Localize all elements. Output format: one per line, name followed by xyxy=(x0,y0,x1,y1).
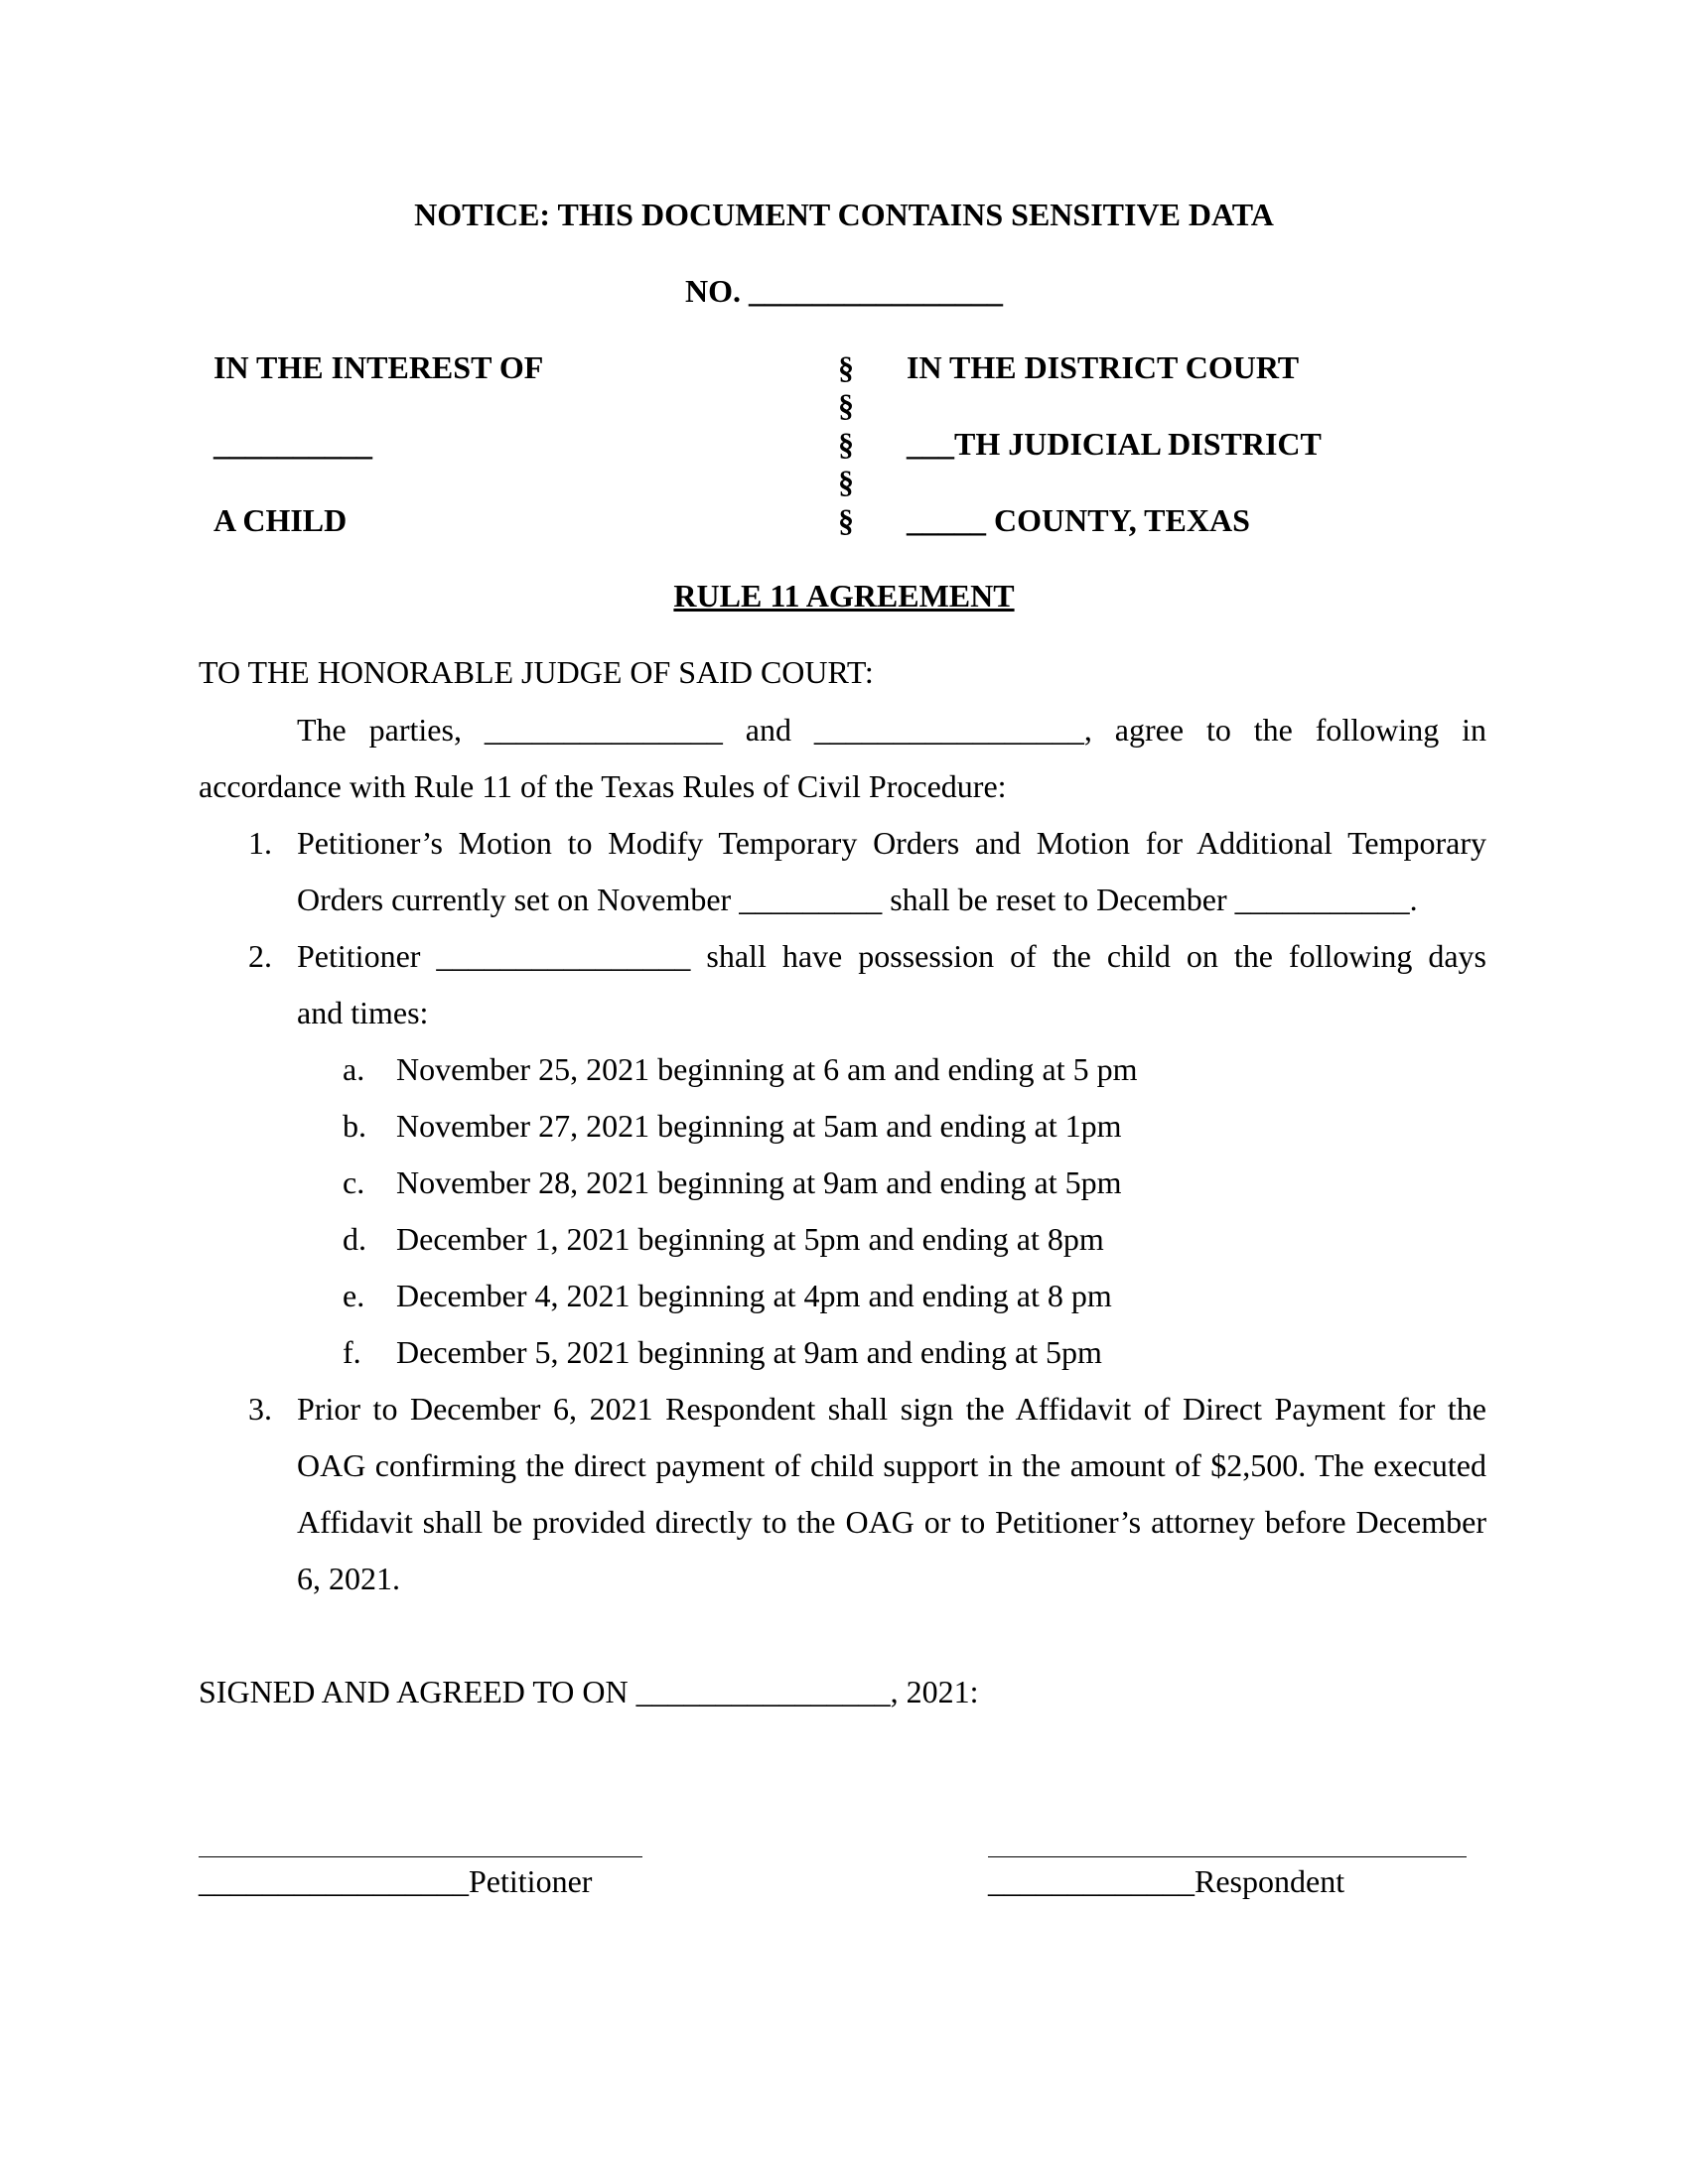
respondent-signature-line xyxy=(988,1856,1467,1857)
subitem-text: December 4, 2021 beginning at 4pm and ending at 8 pm xyxy=(396,1278,1112,1313)
item-1-line-1: Petitioner’s Motion to Modify Temporary Orders and Motion for Additional Temporary xyxy=(297,825,1486,861)
signed-agreed-line: SIGNED AND AGREED TO ON ________________, 2021: xyxy=(199,1674,979,1709)
intro-line-2: accordance with Rule 11 of the Texas Rules of Civil Procedure: xyxy=(199,768,1007,804)
item-3-line-3: Affidavit shall be provided directly to the OAG or to Petitioner’s attorney before December xyxy=(297,1504,1486,1540)
case-number: NO. ________________ xyxy=(685,273,1003,309)
subitem-text: November 28, 2021 beginning at 9am and ending at 5pm xyxy=(396,1164,1122,1200)
subitem-text: December 1, 2021 beginning at 5pm and ending at 8pm xyxy=(396,1221,1104,1257)
item-number: 2. xyxy=(248,938,272,974)
caption-interest-of: IN THE INTEREST OF xyxy=(213,349,544,385)
section-mark: § xyxy=(838,349,854,385)
caption-judicial-district: ___TH JUDICIAL DISTRICT xyxy=(907,426,1322,462)
subitem-text: November 25, 2021 beginning at 6 am and ending at 5 pm xyxy=(396,1051,1138,1087)
item-3-line-4: 6, 2021. xyxy=(297,1561,400,1596)
subitem-letter: a. xyxy=(343,1051,365,1087)
item-2-line-2: and times: xyxy=(297,995,429,1030)
item-3-line-1: Prior to December 6, 2021 Respondent shall sign the Affidavit of Direct Payment for the xyxy=(297,1391,1486,1427)
section-mark: § xyxy=(838,426,854,462)
respondent-label: _____________Respondent xyxy=(988,1863,1345,1899)
section-mark: § xyxy=(838,464,854,499)
intro-line-1: The parties, _______________ and _________________, agree to the following in xyxy=(297,712,1486,748)
subitem-letter: d. xyxy=(343,1221,366,1257)
petitioner-signature-line xyxy=(199,1856,642,1857)
caption-district-court: IN THE DISTRICT COURT xyxy=(907,349,1300,385)
caption-child-name-blank: __________ xyxy=(213,426,372,462)
caption-county: _____ COUNTY, TEXAS xyxy=(907,502,1250,538)
item-number: 3. xyxy=(248,1391,272,1427)
subitem-letter: e. xyxy=(343,1278,365,1313)
petitioner-label: _________________Petitioner xyxy=(199,1863,593,1899)
caption-a-child: A CHILD xyxy=(213,502,348,538)
subitem-text: December 5, 2021 beginning at 9am and ending at 5pm xyxy=(396,1334,1102,1370)
subitem-text: November 27, 2021 beginning at 5am and ending at 1pm xyxy=(396,1108,1122,1144)
sensitive-data-notice: NOTICE: THIS DOCUMENT CONTAINS SENSITIVE DATA xyxy=(414,197,1274,232)
salutation: TO THE HONORABLE JUDGE OF SAID COURT: xyxy=(199,654,874,690)
subitem-letter: b. xyxy=(343,1108,366,1144)
document-title: RULE 11 AGREEMENT xyxy=(673,578,1015,614)
item-3-line-2: OAG confirming the direct payment of child support in the amount of $2,500. The executed xyxy=(297,1447,1486,1483)
item-2-line-1: Petitioner ________________ shall have possession of the child on the following days xyxy=(297,938,1486,974)
section-mark: § xyxy=(838,502,854,538)
section-mark: § xyxy=(838,387,854,423)
item-number: 1. xyxy=(248,825,272,861)
subitem-letter: f. xyxy=(343,1334,361,1370)
subitem-letter: c. xyxy=(343,1164,365,1200)
item-1-line-2: Orders currently set on November _________ shall be reset to December ___________. xyxy=(297,882,1418,917)
